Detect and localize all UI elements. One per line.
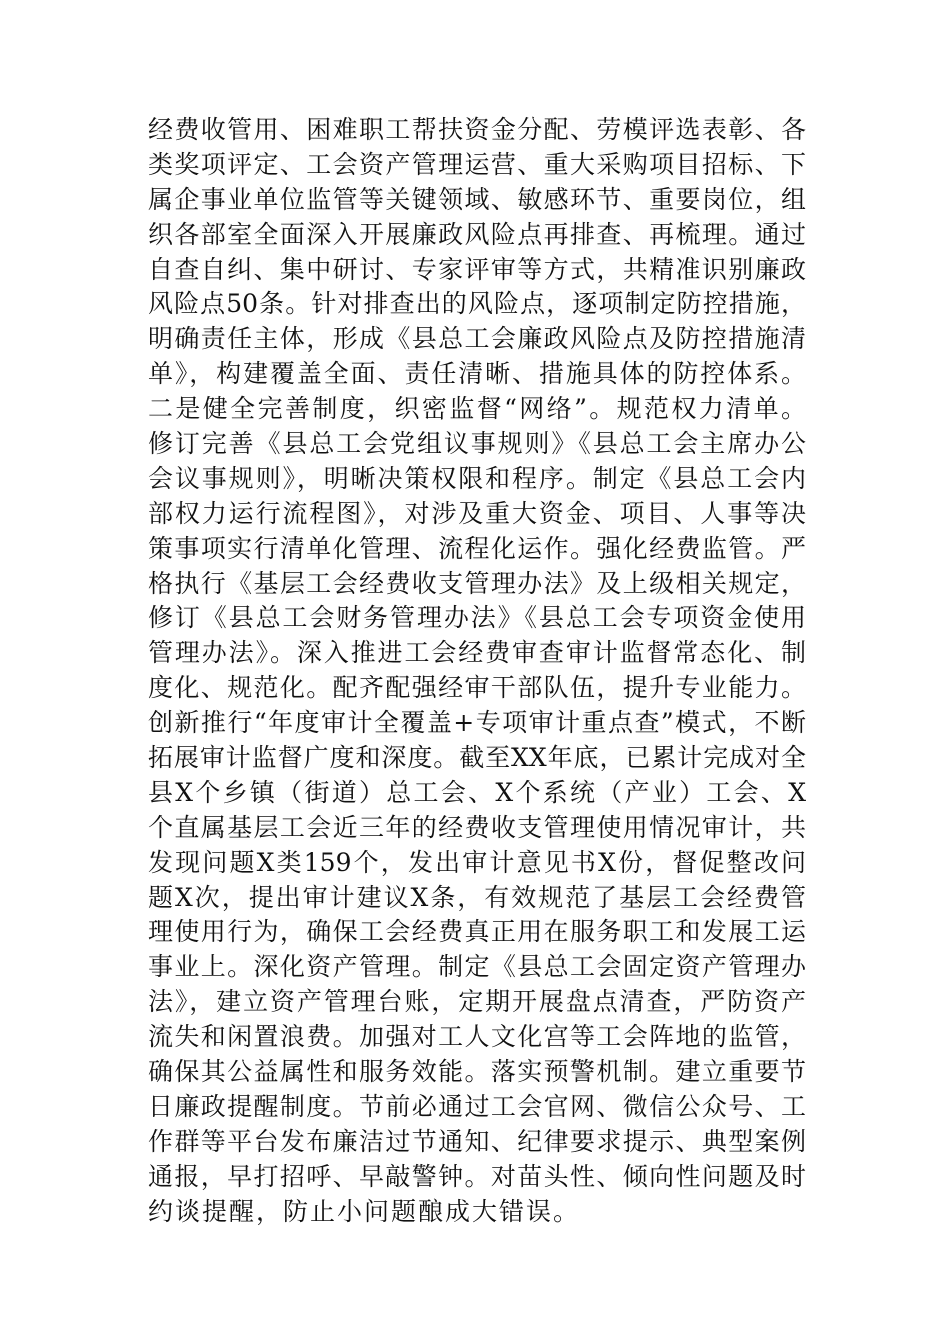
text-line: 确保其公益属性和服务效能。落实预警机制。建立重要节: [148, 1057, 806, 1087]
text-line: 单》，构建覆盖全面、责任清晰、措施具体的防控体系。: [148, 359, 806, 389]
text-line: 拓展审计监督广度和深度。截至XX年底，已累计完成对全: [148, 743, 806, 773]
text-line: 个直属基层工会近三年的经费收支管理使用情况审计，共: [148, 812, 806, 842]
text-line: 度化、规范化。配齐配强经审干部队伍，提升专业能力。: [148, 673, 806, 703]
text-line: 理使用行为，确保工会经费真正用在服务职工和发展工运: [148, 917, 806, 947]
text-line: 明确责任主体，形成《县总工会廉政风险点及防控措施清: [148, 324, 806, 354]
text-line: 二是健全完善制度，织密监督“网络”。规范权力清单。: [148, 394, 806, 424]
text-line: 部权力运行流程图》，对涉及重大资金、项目、人事等决: [148, 498, 806, 528]
text-line: 作群等平台发布廉洁过节通知、纪律要求提示、典型案例: [148, 1126, 806, 1156]
text-line: 日廉政提醒制度。节前必通过工会官网、微信公众号、工: [148, 1091, 806, 1121]
text-line: 属企事业单位监管等关键领域、敏感环节、重要岗位，组: [148, 184, 806, 214]
text-line: 策事项实行清单化管理、流程化运作。强化经费监管。严: [148, 533, 806, 563]
document-body: [148, 113, 806, 1230]
text-line: 格执行《基层工会经费收支管理办法》及上级相关规定，: [148, 568, 806, 598]
text-line: 会议事规则》，明晰决策权限和程序。制定《县总工会内: [148, 463, 806, 493]
text-line: 县X个乡镇（街道）总工会、X个系统（产业）工会、X: [148, 777, 806, 807]
text-line: 发现问题X类159个，发出审计意见书X份，督促整改问: [148, 847, 806, 877]
text-line: 事业上。深化资产管理。制定《县总工会固定资产管理办: [148, 952, 806, 982]
text-line: 题X次，提出审计建议X条，有效规范了基层工会经费管: [148, 882, 806, 912]
text-line: 风险点50条。针对排查出的风险点，逐项制定防控措施，: [148, 289, 806, 319]
text-line: 织各部室全面深入开展廉政风险点再排查、再梳理。通过: [148, 219, 806, 249]
text-line: 自查自纠、集中研讨、专家评审等方式，共精准识别廉政: [148, 254, 806, 284]
text-line: 约谈提醒，防止小问题酿成大错误。: [148, 1196, 581, 1226]
text-line: 修订《县总工会财务管理办法》《县总工会专项资金使用: [148, 603, 806, 633]
text-line: 创新推行“年度审计全覆盖+专项审计重点查”模式，不断: [148, 708, 806, 738]
text-line: 管理办法》。深入推进工会经费审查审计监督常态化、制: [148, 638, 806, 668]
text-line: 通报，早打招呼、早敲警钟。对苗头性、倾向性问题及时: [148, 1161, 806, 1191]
text-line: 流失和闲置浪费。加强对工人文化宫等工会阵地的监管，: [148, 1022, 806, 1052]
text-line: 法》，建立资产管理台账，定期开展盘点清查，严防资产: [148, 987, 806, 1017]
text-line: 经费收管用、困难职工帮扶资金分配、劳模评选表彰、各: [148, 115, 806, 144]
text-line: 类奖项评定、工会资产管理运营、重大采购项目招标、下: [148, 149, 806, 179]
text-line: 修订完善《县总工会党组议事规则》《县总工会主席办公: [148, 429, 806, 459]
